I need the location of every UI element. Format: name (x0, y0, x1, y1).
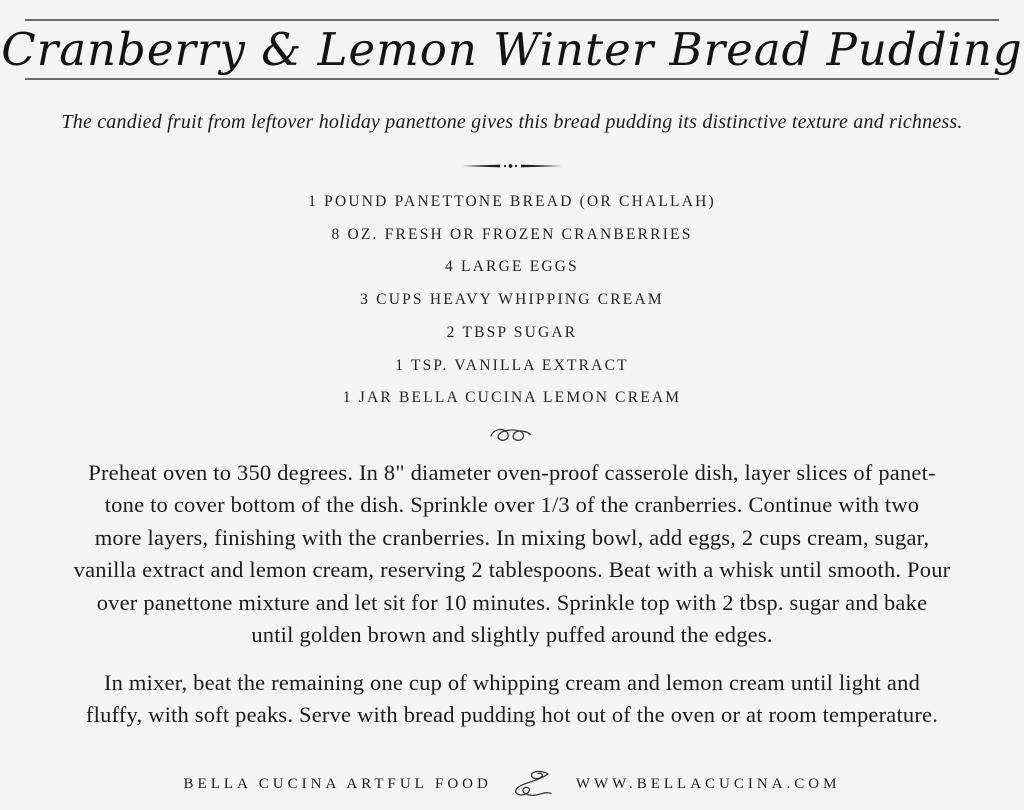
recipe-subtitle: The candied fruit from leftover holiday panettone gives this bread pudding its distinctive texture and richness. (61, 111, 963, 133)
ingredient-item: 4 LARGE EGGS (444, 258, 580, 276)
footer-website: WWW.BELLACUCINA.COM (575, 775, 841, 792)
instruction-line: fluffy, with soft peaks. Serve with bread pudding hot out of the oven or at room temperature. (85, 702, 939, 728)
instruction-line: vanilla extract and lemon cream, reserving 2 tablespoons. Beat with a whisk until smooth. Pour (73, 557, 951, 583)
ingredient-item: 1 POUND PANETTONE BREAD (OR CHALLAH) (308, 193, 716, 210)
ingredient-item: 1 JAR BELLA CUCINA LEMON CREAM (342, 389, 682, 407)
ingredients-list (0, 186, 1024, 415)
footer-flourish-icon (512, 768, 556, 800)
instruction-line: more layers, finishing with the cranberries. In mixing bowl, add eggs, 2 cups cream, sugar, (94, 524, 930, 550)
title-underline-rule (25, 78, 999, 80)
ingredients-end-ornament (0, 426, 1024, 444)
ingredient-item: 8 OZ. FRESH OR FROZEN CRANBERRIES (331, 225, 693, 243)
instruction-line: tone to cover bottom of the dish. Sprinkle over 1/3 of the cranberries. Continue with two (104, 492, 920, 518)
tapered-divider-icon (462, 162, 562, 170)
instructions-paragraph-2 (0, 667, 1024, 732)
ingredient-item: 1 TSP. VANILLA EXTRACT (395, 356, 629, 374)
scroll-ornament-icon (489, 426, 535, 444)
footer-brand: BELLA CUCINA ARTFUL FOOD (183, 775, 492, 792)
top-rule (25, 19, 999, 21)
instruction-line: until golden brown and slightly puffed around the edges. (251, 622, 773, 648)
section-divider (0, 157, 1024, 175)
instruction-line: Preheat oven to 350 degrees. In 8" diameter oven-proof casserole dish, layer slices of panet- (88, 460, 936, 485)
ingredient-item: 2 TBSP SUGAR (446, 323, 578, 341)
ingredient-item: 3 CUPS HEAVY WHIPPING CREAM (360, 291, 664, 309)
footer (0, 768, 1024, 800)
instruction-line: over panettone mixture and let sit for 10 minutes. Sprinkle top with 2 tbsp. sugar and bake (96, 589, 928, 615)
recipe-title: Cranberry & Lemon Winter Bread Pudding (1, 23, 1023, 76)
instruction-line: In mixer, beat the remaining one cup of whipping cream and lemon cream until light and (103, 670, 921, 695)
instructions-paragraph-1 (0, 457, 1024, 651)
